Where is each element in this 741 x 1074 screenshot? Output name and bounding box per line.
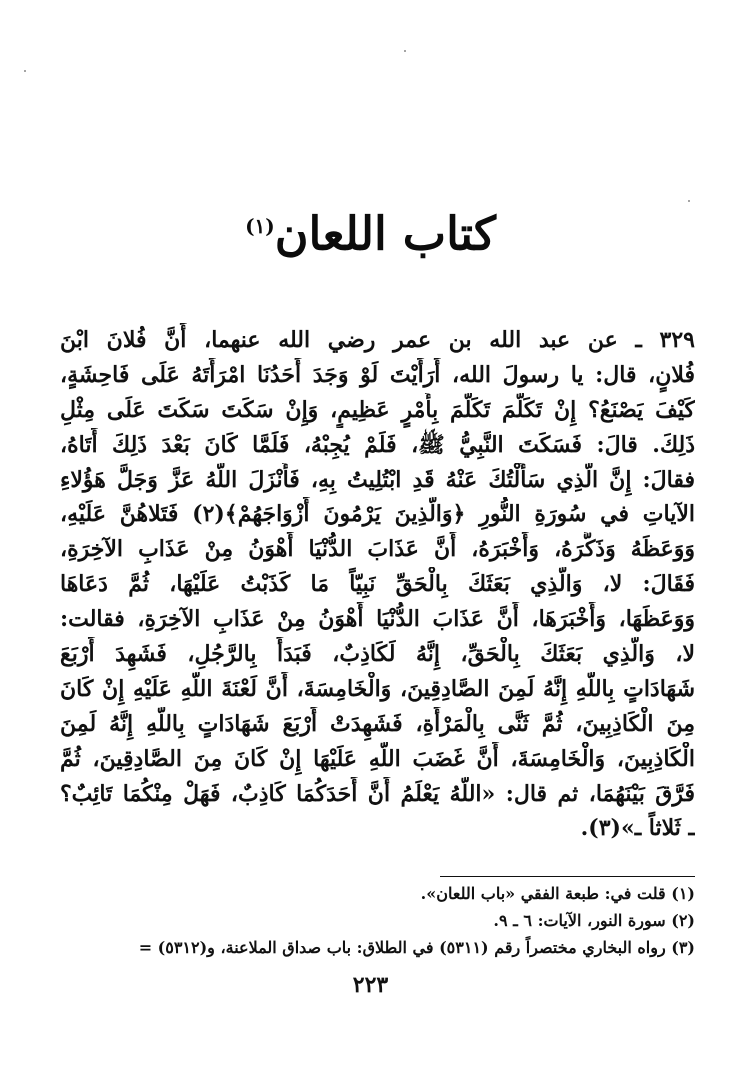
page-number: ٢٢٣ xyxy=(352,972,389,998)
hadith-line: شَهَادَاتٍ بِاللَّهِ إِنَّهُ لَمِنَ الصَّادِقِينَ، وَالْخَامِسَةَ، أَنَّ لَعْنَةَ اللَّهِ عَلَيْهِ إِنْ كَانَ xyxy=(60,675,695,702)
hadith-line: مِنَ الْكَاذِبِينَ، ثُمَّ ثَنَّى بِالْمَرْأَةِ، فَشَهِدَتْ أَرْبَعَ شَهَادَاتٍ بِاللَّهِ إِنَّهُ لَمِنَ xyxy=(60,710,695,737)
footnote-divider xyxy=(440,876,695,877)
hadith-line: ـ ثَلاثاً ـ»(٣). xyxy=(580,815,695,842)
footnote: (١) قلت في: طبعة الفقي «باب اللعان». xyxy=(420,884,695,903)
chapter-title-text: كتاب اللعان xyxy=(274,206,496,261)
chapter-title xyxy=(0,196,741,263)
footnotes xyxy=(48,880,695,961)
scan-speck xyxy=(24,70,26,72)
hadith-line: ذَلِكَ. قالَ: فَسَكَتَ النَّبِيُّ ﷺ، فَلَمْ يُجِبْهُ، فَلَمَّا كَانَ بَعْدَ ذَلِكَ أَتَاهُ، xyxy=(60,431,695,458)
hadith-line: فَرَّقَ بَيْنَهُمَا، ثم قال: «اللَّهُ يَعْلَمُ أَنَّ أَحَدَكُمَا كَاذِبٌ، فَهَلْ مِنْكُمَا تَائِبٌ؟ xyxy=(60,780,695,807)
hadith-line: ٣٢٩ ـ عن عبد الله بن عمر رضي الله عنهما، أَنَّ فُلانَ ابْنَ xyxy=(60,327,695,353)
hadith-line: لا، وَالَّذِي بَعَثَكَ بِالْحَقِّ، إِنَّهُ لَكَاذِبٌ، فَبَدَأَ بِالرَّجُلِ، فَشَهِدَ أَرْبَعَ xyxy=(60,641,695,668)
chapter-title-footnote-ref: (١) xyxy=(245,214,275,238)
hadith-body xyxy=(60,323,695,846)
hadith-line: وَوَعَظَهُ وَذَكَّرَهُ، وَأَخْبَرَهُ، أَنَّ عَذَابَ الدُّنْيَا أَهْوَنُ مِنْ عَذَابِ الآخِرَةِ، xyxy=(60,536,695,563)
hadith-line: الآياتِ في سُورَةِ النُّورِ ﴿وَالَّذِينَ يَرْمُونَ أَزْوَاجَهُمْ﴾(٢) فَتَلاهُنَّ عَلَيْهِ، xyxy=(60,501,695,528)
scan-speck xyxy=(404,50,406,52)
hadith-line: فُلانٍ، قال: يا رسولَ الله، أَرَأَيْتَ لَوْ وَجَدَ أَحَدُنَا امْرَأَتَهُ عَلَى فَاحِشَةٍ، xyxy=(60,361,695,388)
footnote: (٢) سورة النور، الآيات: ٦ ـ ٩. xyxy=(493,911,695,930)
hadith-line: كَيْفَ يَصْنَعُ؟ إِنْ تَكَلَّمَ تَكَلَّمَ بِأَمْرٍ عَظِيمٍ، وَإِنْ سَكَتَ سَكَتَ عَلَى مِثْلِ xyxy=(60,396,695,423)
hadith-line: فَقَالَ: لا، وَالَّذِي بَعَثَكَ بِالْحَقِّ نَبِيّاً مَا كَذَبْتُ عَلَيْهَا، ثُمَّ دَعَاهَا xyxy=(60,571,695,598)
hadith-line: وَوَعَظَهَا، وَأَخْبَرَهَا، أَنَّ عَذَابَ الدُّنْيَا أَهْوَنُ مِنْ عَذَابِ الآخِرَةِ، فقالت: xyxy=(60,606,695,633)
hadith-line: الْكَاذِبِينَ، وَالْخَامِسَةَ، أَنَّ غَضَبَ اللَّهِ عَلَيْهَا إِنْ كَانَ مِنَ الصَّادِقِينَ، ثُمَّ xyxy=(60,745,695,772)
hadith-line: فقالَ: إِنَّ الَّذِي سَأَلْتُكَ عَنْهُ قَدِ ابْتُلِيتُ بِهِ، فَأَنْزَلَ اللَّهُ عَزَّ وَجَلَّ هَؤُلاءِ xyxy=(60,466,695,493)
footnote: (٣) رواه البخاري مختصراً رقم (٥٣١١) في الطلاق: باب صداق الملاعنة، و(٥٣١٢) = xyxy=(138,938,695,957)
